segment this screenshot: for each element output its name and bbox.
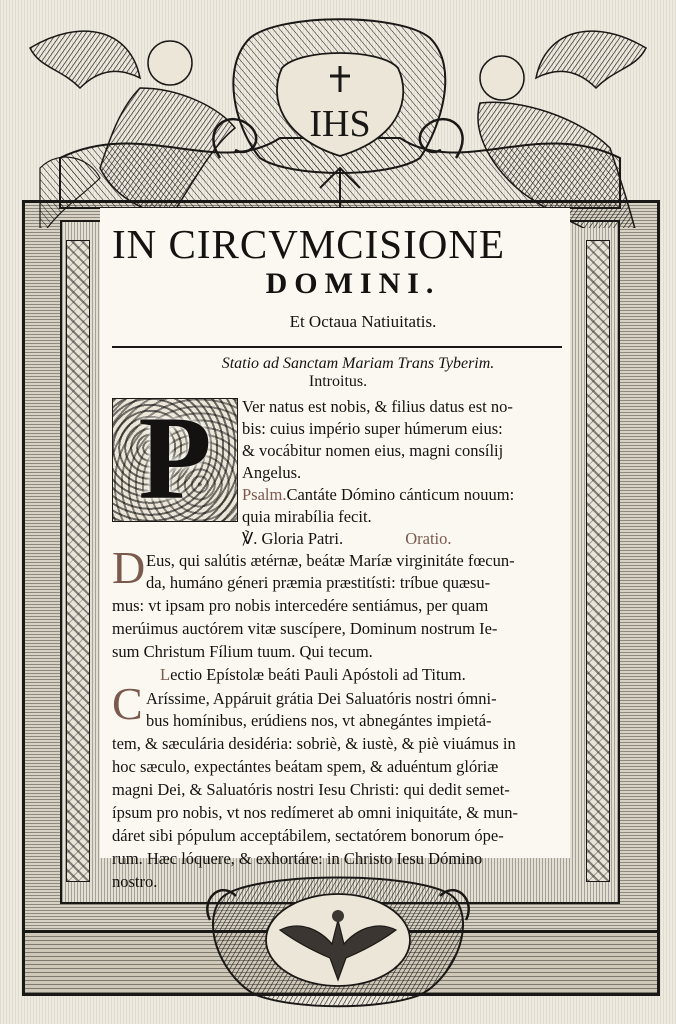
lectio-line: Aríssime, Appáruit grátia Dei Saluatóris nostri ómni-	[146, 689, 497, 708]
lectio-line: nostro.	[112, 872, 158, 891]
introitus-line: Angelus.	[242, 463, 302, 482]
psalm-label: Psalm.	[242, 485, 287, 504]
introitus-line: Ver natus est nobis, & filius datus est no-	[242, 397, 513, 416]
ornamental-initial-letter: P	[138, 391, 212, 524]
right-pillar	[586, 240, 610, 882]
left-pillar	[66, 240, 90, 882]
eagle-cartouche-icon	[207, 878, 468, 1007]
oratio-line: merúimus auctórem vitæ suscípere, Dominum nostrum Ie-	[112, 619, 498, 638]
page-subtitle: Et Octaua Natiuitatis.	[289, 312, 437, 331]
lectio-line: magni Dei, & Saluatóris nostri Iesu Christi: qui dedit semet-	[112, 780, 510, 799]
lectio-line: tem, & sæculária desidéria: sobriè, & iustè, & piè viuámus in	[112, 734, 516, 753]
oratio-line: sum Christum Fílium tuum. Qui tecum.	[112, 642, 373, 661]
oratio-label: Oratio.	[405, 529, 452, 548]
psalm-line: quia mirabília fecit.	[242, 507, 372, 526]
oratio-initial: D	[112, 542, 146, 593]
statio-line: Statio ad Sanctam Mariam Trans Tyberim.	[221, 355, 495, 372]
lectio-line: hoc sæculo, expectántes beátam spem, & aduéntum glóriæ	[112, 757, 499, 776]
psalm-text: Cantáte Dómino cánticum nouum:	[286, 485, 515, 504]
page-title-line2: DOMINI.	[265, 267, 441, 300]
lectio-heading-text: ectio Epístolæ beáti Pauli Apóstoli ad Titum.	[170, 665, 466, 684]
oratio-line: da, humáno géneri præmia præstitísti: tríbue quæsu-	[146, 573, 491, 592]
ornamental-initial	[112, 391, 238, 524]
introitus-line: & vocábitur nomen eius, magni consílij	[242, 441, 504, 460]
title-rule	[112, 346, 562, 348]
lectio-line: dáret sibi pópulum acceptábilem, sectatórem bonorum ópe-	[112, 826, 504, 845]
oratio-line: mus: vt ipsam pro nobis intercedére sentiámus, per quam	[112, 596, 489, 615]
lectio-initial: C	[112, 678, 143, 729]
gloria-line	[242, 528, 570, 550]
lectio-line: rum. Hæc lóquere, & exhortáre: in Christo Iesu Dómino	[112, 849, 483, 868]
svg-text:IHS: IHS	[309, 103, 371, 145]
bottom-ornament	[200, 860, 476, 1010]
lectio-heading-initial: L	[160, 665, 171, 684]
oratio-line: Eus, qui salútis ætérnæ, beátæ Maríæ virginitáte fœcun-	[146, 551, 515, 570]
lectio-line: ípsum pro nobis, vt nos redímeret ab omni iniquitáte, & mun-	[112, 803, 519, 822]
top-ornament	[20, 8, 656, 228]
page-title-line1: IN CIRCVMCISIONE	[112, 221, 505, 267]
psalm-line	[242, 484, 570, 506]
introitus-line: bis: cuius império super húmerum eius:	[242, 419, 503, 438]
introitus-heading: Introitus.	[308, 373, 368, 390]
lectio-line: bus homínibus, erúdiens nos, vt abnegántes impietá-	[146, 711, 492, 730]
lectio-heading	[160, 664, 570, 687]
gloria-text: ℣. Gloria Patri.	[242, 529, 344, 548]
